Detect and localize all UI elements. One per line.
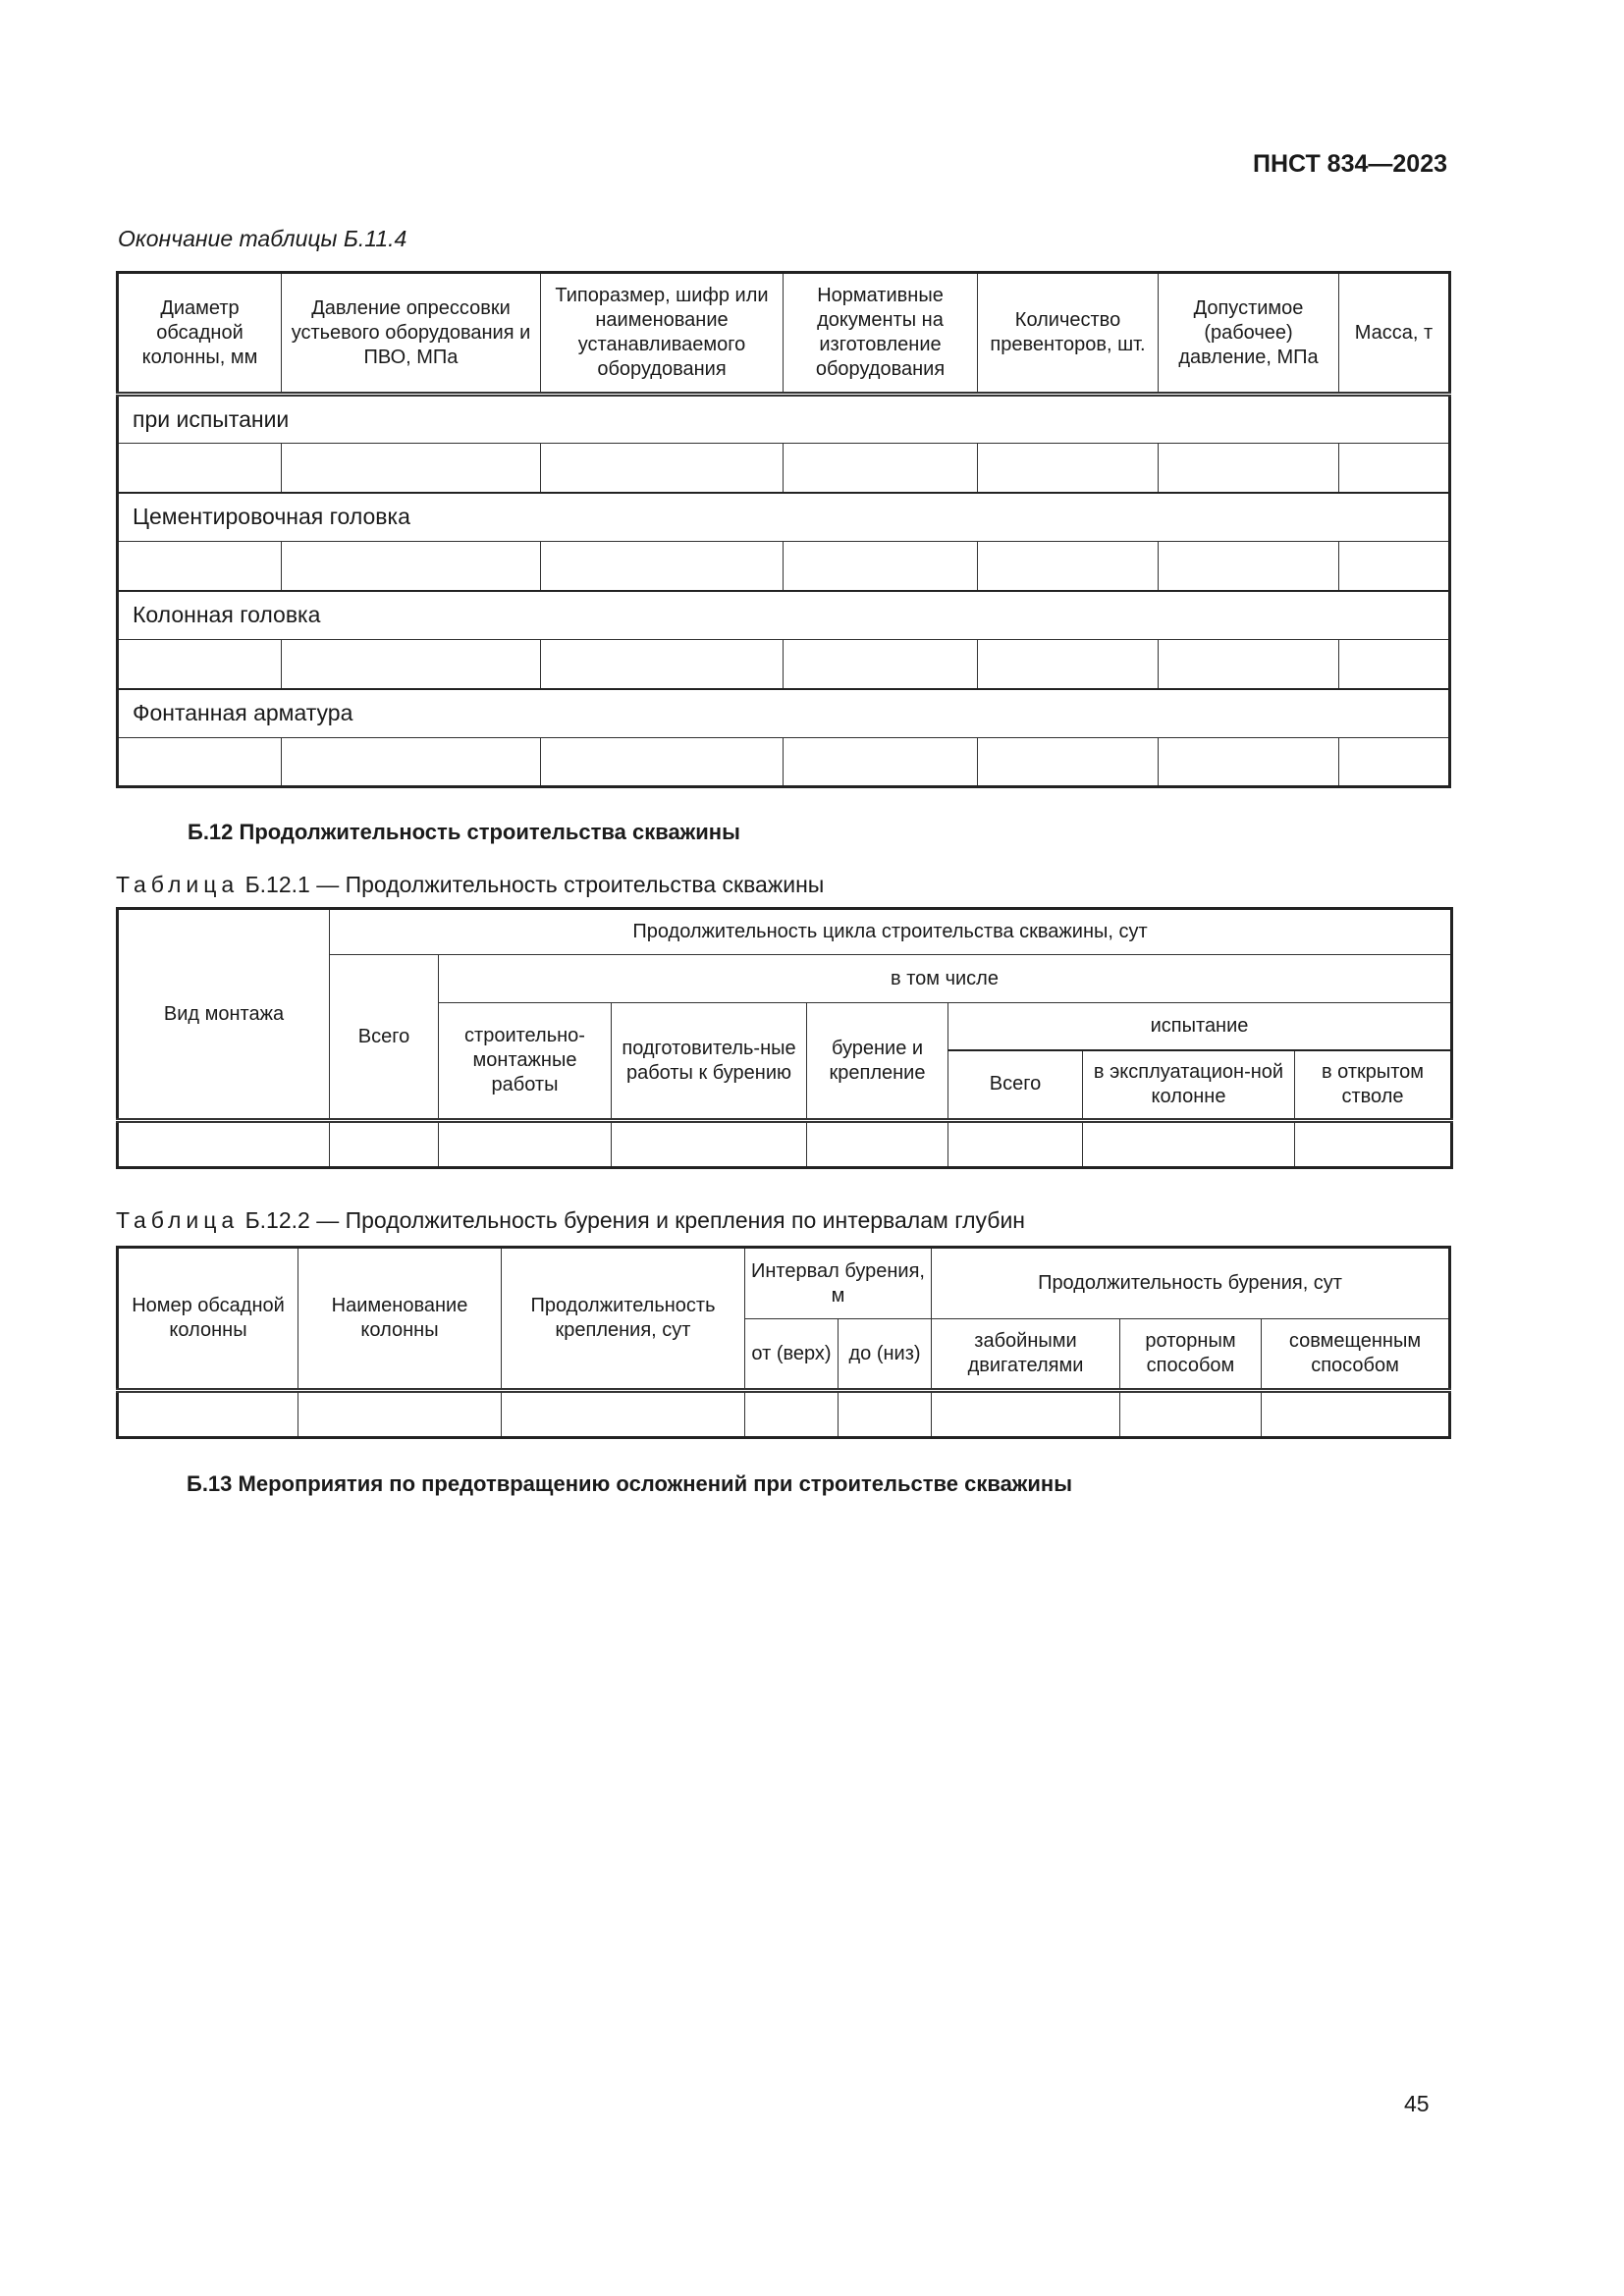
- table-cell: [978, 444, 1159, 493]
- column-header: Давление опрессовки устьевого оборудования и ПВО, МПа: [282, 273, 541, 395]
- table-cell: [784, 640, 978, 689]
- table-cell: [282, 542, 541, 591]
- table-cell: [541, 444, 784, 493]
- table-cell: [978, 738, 1159, 787]
- table-cell: [118, 640, 282, 689]
- table-cell: [502, 1391, 745, 1438]
- column-header-ispytanie: испытание: [948, 1003, 1452, 1050]
- caption-text: Б.12.2 — Продолжительность бурения и крепления по интервалам глубин: [239, 1207, 1026, 1233]
- column-header-vid-montazha: Вид монтажа: [118, 909, 330, 1121]
- column-header-vsego: Всего: [330, 955, 439, 1121]
- caption-prefix: Таблица: [116, 872, 240, 897]
- table-cell: [1339, 640, 1450, 689]
- table-cell: [1262, 1391, 1450, 1438]
- table-cell: [978, 640, 1159, 689]
- table-cell: [439, 1121, 612, 1168]
- table-cell: [118, 1121, 330, 1168]
- table-b12-1: [116, 907, 1453, 1169]
- table-cell: [978, 542, 1159, 591]
- column-header-bur: Продолжительность бурения, сут: [932, 1248, 1450, 1319]
- column-header: Диаметр обсадной колонны, мм: [118, 273, 282, 395]
- table-cell: [1339, 542, 1450, 591]
- column-header-burenie: бурение и крепление: [807, 1003, 948, 1121]
- column-header-nomer: Номер обсадной колонны: [118, 1248, 298, 1391]
- column-header: Количество превенторов, шт.: [978, 273, 1159, 395]
- section-heading-b12: Б.12 Продолжительность строительства скважины: [188, 820, 740, 844]
- table-cell: [948, 1121, 1083, 1168]
- group-row: Цементировочная головка: [118, 493, 1450, 542]
- table-cell: [784, 444, 978, 493]
- table-cell: [541, 640, 784, 689]
- table-cell: [1339, 444, 1450, 493]
- table-cell: [118, 738, 282, 787]
- column-header-isp-vsego: Всего: [948, 1050, 1083, 1121]
- column-header: Нормативные документы на изготовление оборудования: [784, 273, 978, 395]
- table-cell: [282, 444, 541, 493]
- column-header: Масса, т: [1339, 273, 1450, 395]
- section-heading-b13: Б.13 Мероприятия по предотвращению осложнений при строительстве скважины: [187, 1471, 1072, 1496]
- table-cell: [282, 738, 541, 787]
- column-header-cycle: Продолжительность цикла строительства скважины, сут: [330, 909, 1452, 955]
- table-cell: [118, 444, 282, 493]
- table-caption-b12-2: [116, 1207, 1025, 1234]
- table-cell: [541, 542, 784, 591]
- table-cell: [784, 738, 978, 787]
- table-cell: [1159, 640, 1339, 689]
- column-header-interval: Интервал бурения, м: [745, 1248, 932, 1319]
- table-b11-4: [116, 271, 1451, 788]
- table-cell: [932, 1391, 1120, 1438]
- table-cell: [1159, 444, 1339, 493]
- column-header-ot: от (верх): [745, 1319, 839, 1391]
- group-row: Фонтанная арматура: [118, 689, 1450, 738]
- column-header-otkr: в открытом стволе: [1295, 1050, 1452, 1121]
- column-header-rotor: роторным способом: [1120, 1319, 1262, 1391]
- table-cell: [807, 1121, 948, 1168]
- column-header-do: до (низ): [839, 1319, 932, 1391]
- table-cell: [282, 640, 541, 689]
- table-b12-2: [116, 1246, 1451, 1439]
- caption-prefix: Таблица: [116, 1207, 240, 1233]
- table-cell: [118, 1391, 298, 1438]
- column-header-podg: подготовитель-ные работы к бурению: [612, 1003, 807, 1121]
- table-cell: [839, 1391, 932, 1438]
- table-cell: [1083, 1121, 1295, 1168]
- table-cell: [612, 1121, 807, 1168]
- table-cell: [298, 1391, 502, 1438]
- column-header-krepl: Продолжительность крепления, сут: [502, 1248, 745, 1391]
- table-cell: [541, 738, 784, 787]
- group-row: при испытании: [118, 395, 1450, 444]
- table-continuation-label: Окончание таблицы Б.11.4: [118, 226, 407, 251]
- table-cell: [1295, 1121, 1452, 1168]
- column-header-v-tom-chisle: в том числе: [439, 955, 1452, 1003]
- table-cell: [1159, 738, 1339, 787]
- column-header-smr: строительно-монтажные работы: [439, 1003, 612, 1121]
- table-cell: [784, 542, 978, 591]
- table-cell: [745, 1391, 839, 1438]
- page-number: 45: [1404, 2091, 1430, 2116]
- column-header-zaboy: забойными двигателями: [932, 1319, 1120, 1391]
- column-header-naim: Наименование колонны: [298, 1248, 502, 1391]
- table-caption-b12-1: [116, 872, 824, 898]
- table-cell: [118, 542, 282, 591]
- caption-text: Б.12.1 — Продолжительность строительства скважины: [239, 872, 825, 897]
- column-header: Допустимое (рабочее) давление, МПа: [1159, 273, 1339, 395]
- column-header-ekspl: в эксплуатацион-ной колонне: [1083, 1050, 1295, 1121]
- table-cell: [330, 1121, 439, 1168]
- table-cell: [1120, 1391, 1262, 1438]
- document-code: ПНСТ 834—2023: [1253, 150, 1447, 178]
- column-header-sovm: совмещенным способом: [1262, 1319, 1450, 1391]
- group-row: Колонная головка: [118, 591, 1450, 640]
- column-header: Типоразмер, шифр или наименование устанавливаемого оборудования: [541, 273, 784, 395]
- table-cell: [1159, 542, 1339, 591]
- table-cell: [1339, 738, 1450, 787]
